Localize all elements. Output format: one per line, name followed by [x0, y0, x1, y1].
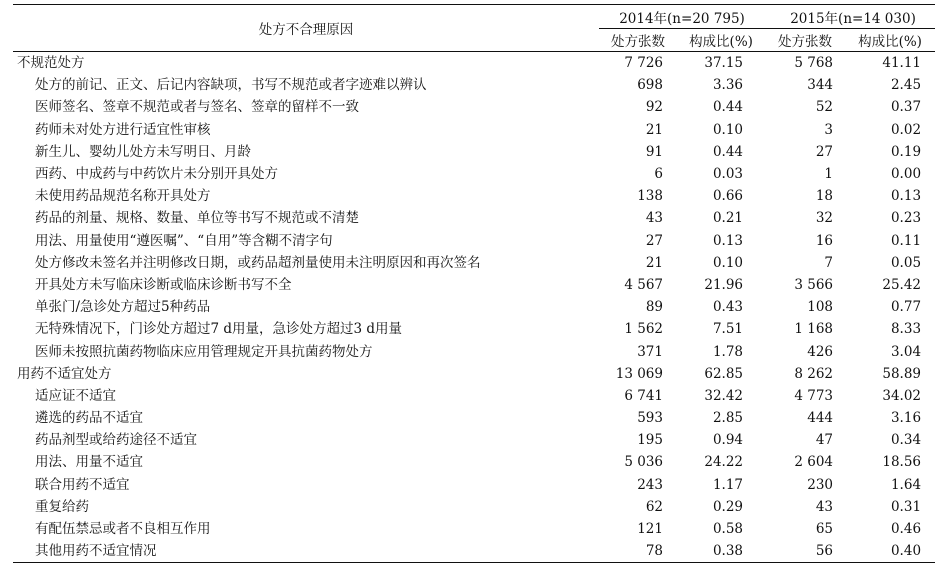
count-2014-cell: 13 069 — [615, 365, 663, 382]
count-2014-cell: 92 — [645, 99, 663, 116]
table-row — [13, 207, 935, 229]
count-2015-cell: 18 — [815, 188, 834, 205]
reason-label: 其他用药不适宜情况 — [13, 540, 599, 563]
ratio-2015-cell: 0.19 — [890, 143, 922, 160]
table-row — [13, 163, 935, 185]
count-2014-cell: 89 — [645, 299, 663, 316]
reason-label: 单张门/急诊处方超过5种药品 — [35, 299, 211, 316]
table-row — [13, 518, 935, 540]
table-row — [13, 429, 935, 451]
reason-label: 医师签名、签章不规范或者与签名、签章的留样不一致 — [35, 99, 359, 116]
table-row — [13, 496, 935, 518]
count-2014-cell: 138 — [637, 188, 663, 205]
ratio-2015-cell: 0.31 — [890, 498, 922, 515]
reason-label: 药品剂型或给药途径不适宜 — [35, 432, 197, 449]
count-2014-cell: 371 — [637, 343, 663, 360]
ratio-2015-cell: 34.02 — [882, 387, 922, 404]
header-count-2014: 处方张数 — [599, 29, 677, 52]
ratio-2015-cell: 0.00 — [890, 166, 922, 183]
count-2014-cell: 593 — [637, 410, 663, 427]
count-2014-cell: 1 562 — [624, 321, 663, 338]
ratio-2014-cell: 62.85 — [704, 365, 744, 382]
ratio-2015-cell: 3.04 — [890, 343, 922, 360]
ratio-2014-cell: 1.78 — [712, 343, 744, 360]
ratio-2015-cell: 0.34 — [890, 432, 922, 449]
count-2014-cell: 121 — [637, 521, 663, 538]
ratio-2015-cell: 0.46 — [890, 521, 922, 538]
table-row — [13, 119, 935, 141]
ratio-2014-cell: 0.44 — [712, 143, 744, 160]
ratio-2014-cell: 24.22 — [704, 454, 744, 471]
ratio-2015-cell: 58.89 — [882, 365, 922, 382]
count-2014-cell: 7 726 — [624, 55, 663, 72]
count-2015-cell: 4 773 — [794, 387, 834, 404]
ratio-2014-cell: 0.43 — [712, 299, 744, 316]
ratio-2014-cell: 0.03 — [712, 166, 744, 183]
ratio-2015-cell: 0.02 — [890, 121, 922, 138]
ratio-2014-cell: 7.51 — [712, 321, 744, 338]
table-row — [13, 474, 935, 496]
count-2014-cell: 21 — [645, 254, 663, 271]
ratio-2014-cell: 0.58 — [712, 521, 744, 538]
count-2015-cell: 108 — [807, 299, 834, 316]
header-ratio-2015: 构成比(%) — [845, 29, 935, 52]
category-label: 不规范处方 — [17, 55, 85, 72]
ratio-2014-cell: 3.36 — [712, 77, 744, 94]
count-2015-cell: 56 — [765, 540, 845, 563]
count-2015-cell: 3 — [824, 121, 834, 138]
count-2014-cell: 78 — [599, 540, 677, 563]
count-2014-cell: 4 567 — [624, 276, 663, 293]
ratio-2014-cell: 0.38 — [677, 540, 765, 563]
header-year-2015: 2015年(n=14 030) — [765, 5, 935, 29]
reason-label: 开具处方未写临床诊断或临床诊断书写不全 — [35, 276, 292, 293]
table-row — [13, 296, 935, 318]
table-row — [13, 185, 935, 207]
header-reason: 处方不合理原因 — [13, 5, 599, 52]
count-2014-cell: 91 — [645, 143, 663, 160]
count-2014-cell: 43 — [645, 210, 663, 227]
count-2015-cell: 27 — [815, 143, 834, 160]
ratio-2015-cell: 0.37 — [890, 99, 922, 116]
table-row — [13, 318, 935, 340]
count-2015-cell: 230 — [807, 476, 834, 493]
ratio-2014-cell: 1.17 — [712, 476, 744, 493]
reason-label: 药师未对处方进行适宜性审核 — [35, 121, 211, 138]
reason-label: 适应证不适宜 — [35, 387, 116, 404]
count-2014-cell: 698 — [637, 77, 663, 94]
count-2015-cell: 52 — [815, 99, 834, 116]
table-row — [13, 230, 935, 252]
table-row — [13, 274, 935, 296]
ratio-2014-cell: 37.15 — [704, 55, 744, 72]
count-2015-cell: 5 768 — [794, 55, 834, 72]
category-row — [13, 363, 935, 385]
table-body — [13, 52, 935, 563]
reason-label: 医师未按照抗菌药物临床应用管理规定开具抗菌药物处方 — [35, 343, 373, 360]
category-label: 用药不适宜处方 — [17, 365, 112, 382]
table-header — [13, 5, 935, 52]
table-row — [13, 74, 935, 96]
count-2014-cell: 243 — [637, 476, 663, 493]
count-2014-cell: 5 036 — [624, 454, 663, 471]
count-2015-cell: 426 — [807, 343, 834, 360]
count-2014-cell: 27 — [645, 232, 663, 249]
header-count-2015: 处方张数 — [765, 29, 845, 52]
reason-label: 有配伍禁忌或者不良相互作用 — [35, 521, 211, 538]
count-2015-cell: 43 — [815, 498, 834, 515]
count-2015-cell: 1 168 — [794, 321, 834, 338]
ratio-2015-cell: 0.05 — [890, 254, 922, 271]
table-row — [13, 252, 935, 274]
reason-label: 重复给药 — [35, 498, 89, 515]
ratio-2014-cell: 2.85 — [712, 410, 744, 427]
table-row — [13, 451, 935, 473]
ratio-2015-cell: 25.42 — [882, 276, 922, 293]
ratio-2015-cell: 18.56 — [882, 454, 922, 471]
ratio-2015-cell: 0.23 — [890, 210, 922, 227]
ratio-2015-cell: 8.33 — [890, 321, 922, 338]
table-row — [13, 407, 935, 429]
ratio-2015-cell: 2.45 — [890, 77, 922, 94]
header-year-2014: 2014年(n=20 795) — [599, 5, 765, 29]
reason-label: 联合用药不适宜 — [35, 476, 130, 493]
count-2015-cell: 2 604 — [794, 454, 834, 471]
ratio-2014-cell: 0.21 — [712, 210, 744, 227]
ratio-2015-cell: 1.64 — [890, 476, 922, 493]
category-row — [13, 52, 935, 75]
ratio-2014-cell: 0.13 — [712, 232, 744, 249]
count-2015-cell: 344 — [807, 77, 834, 94]
ratio-2014-cell: 0.29 — [712, 498, 744, 515]
count-2015-cell: 32 — [815, 210, 834, 227]
reason-label: 未使用药品规范名称开具处方 — [35, 188, 211, 205]
ratio-2014-cell: 0.94 — [712, 432, 744, 449]
ratio-2015-cell: 0.11 — [890, 232, 922, 249]
count-2015-cell: 65 — [815, 521, 834, 538]
ratio-2014-cell: 21.96 — [704, 276, 744, 293]
ratio-2014-cell: 0.10 — [712, 121, 744, 138]
table-row — [13, 340, 935, 362]
reason-label: 遴选的药品不适宜 — [35, 410, 143, 427]
count-2015-cell: 3 566 — [794, 276, 834, 293]
ratio-2014-cell: 0.66 — [712, 188, 744, 205]
table-row — [13, 96, 935, 118]
reason-label: 处方的前记、正文、后记内容缺项，书写不规范或者字迹难以辨认 — [35, 77, 427, 94]
ratio-2014-cell: 32.42 — [704, 387, 744, 404]
reason-label: 无特殊情况下，门诊处方超过7 d用量，急诊处方超过3 d用量 — [35, 321, 403, 338]
reason-label: 处方修改未签名并注明修改日期，或药品超剂量使用未注明原因和再次签名 — [35, 254, 481, 271]
table-row — [13, 540, 935, 563]
table-row — [13, 141, 935, 163]
ratio-2015-cell: 3.16 — [890, 410, 922, 427]
header-ratio-2014: 构成比(%) — [677, 29, 765, 52]
reason-label: 用法、用量使用“遵医嘱”、“自用”等含糊不清字句 — [35, 232, 333, 249]
reason-label: 用法、用量不适宜 — [35, 454, 143, 471]
ratio-2015-cell: 41.11 — [882, 55, 922, 72]
count-2014-cell: 6 741 — [624, 387, 663, 404]
count-2014-cell: 195 — [637, 432, 663, 449]
ratio-2015-cell: 0.40 — [845, 540, 935, 563]
count-2015-cell: 444 — [807, 410, 834, 427]
table-row — [13, 385, 935, 407]
reason-label: 新生儿、婴幼儿处方未写明日、月龄 — [35, 143, 251, 160]
ratio-2015-cell: 0.77 — [890, 299, 922, 316]
ratio-2015-cell: 0.13 — [890, 188, 922, 205]
count-2015-cell: 47 — [815, 432, 834, 449]
reason-label: 药品的剂量、规格、数量、单位等书写不规范或不清楚 — [35, 210, 359, 227]
count-2015-cell: 16 — [815, 232, 834, 249]
count-2014-cell: 21 — [645, 121, 663, 138]
reason-label: 西药、中成药与中药饮片未分别开具处方 — [35, 166, 278, 183]
ratio-2014-cell: 0.44 — [712, 99, 744, 116]
count-2015-cell: 1 — [824, 166, 834, 183]
count-2014-cell: 62 — [645, 498, 663, 515]
prescription-table — [13, 4, 935, 563]
table-container — [13, 4, 935, 563]
count-2014-cell: 6 — [654, 166, 663, 183]
ratio-2014-cell: 0.10 — [712, 254, 744, 271]
count-2015-cell: 8 262 — [794, 365, 834, 382]
count-2015-cell: 7 — [824, 254, 834, 271]
